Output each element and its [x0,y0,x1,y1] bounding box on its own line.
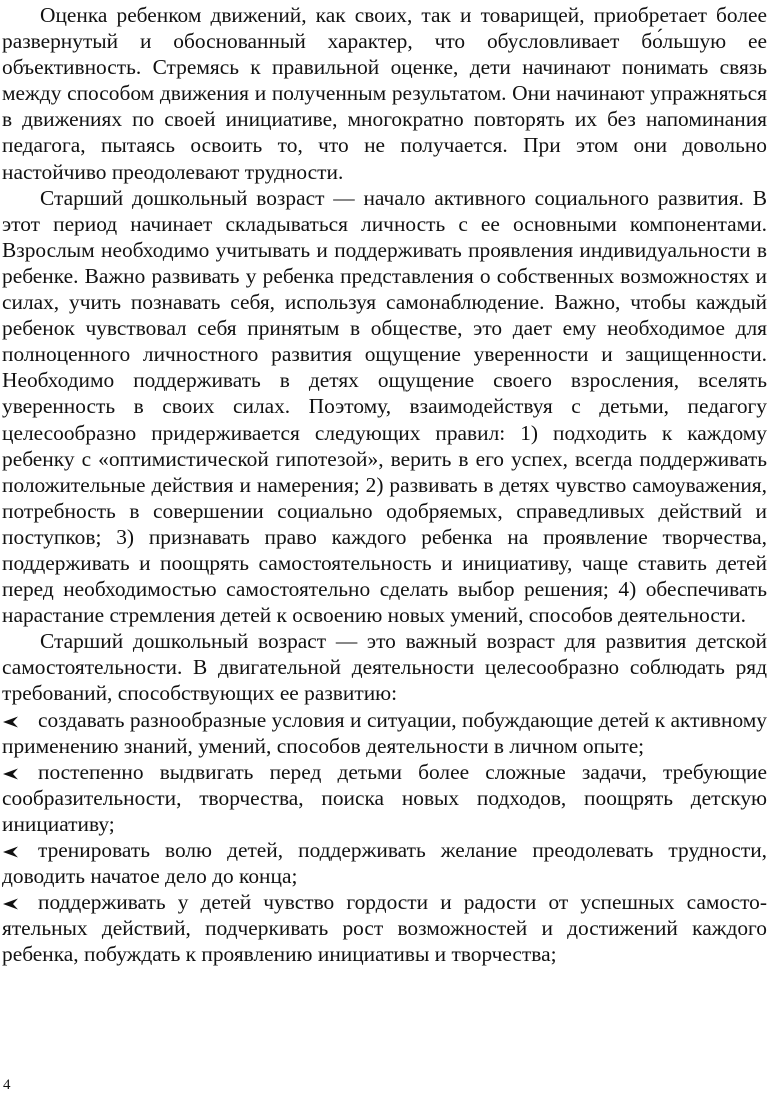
bullet-item-text: поддерживать у детей чувство гордости и радости от успешных самостоятельных действий, подчеркивать рост возможностей и достижений каждого ребенка, побуждать к проявлению инициативы и творчества; [2,890,767,967]
bullet-item-1 [2,707,767,759]
bullet-item-text: тренировать волю детей, поддерживать желание преодолевать трудности, доводить начатое дело до конца; [2,838,767,889]
arrow-left-bullet-icon [2,707,38,733]
paragraph-1: Оценка ребенком движений, как своих, так и товарищей, приобретает более развернутый и обоснованный характер, что обусловливает бо́льшую ее объективность. Стремясь к правильной оценке, дети начинают понимать связь между способом движения и полученным результатом. Они начинают упражняться в движениях по своей инициативе, многократно повторять их без напоминания педагога, пытаясь освоить то, что не получается. При этом они довольно настойчиво преодолевают трудности. [2,3,767,184]
paragraph-3: Старший дошкольный возраст — это важный возраст для развития детской самостоятельности. В двигательной деятельности целесообразно соблюдать ряд требований, способствующих ее развитию: [2,629,767,706]
document-page [2,2,767,967]
bullet-item-4 [2,889,767,967]
bullet-item-2 [2,759,767,837]
arrow-left-bullet-icon [2,889,38,915]
bullet-item-text: постепенно выдвигать перед детьми более сложные задачи, требующие сообразительности, творчества, поиска новых подходов, поощрять детскую инициативу; [2,759,767,836]
page-number: 4 [3,1077,11,1093]
bullet-item-3 [2,837,767,889]
bullet-item-text: создавать разнообразные условия и ситуации, побуждающие детей к активному применению знаний, умений, способов деятельности в личном опыте; [2,707,767,758]
paragraph-2: Старший дошкольный возраст — начало активного социального развития. В этот период начинает складываться личность с ее основными компонентами. Взрослым необходимо учитывать и поддерживать проявления индивидуальности в ребенке. Важно развивать у ребенка представления о собственных возможностях и силах, учить познавать себя, используя самонаблюдение. Важно, чтобы каждый ребенок чувствовал себя принятым в обществе, это дает ему необходимое для полноценного личностного развития ощущение уверенности и защищенности. Необходимо поддерживать в детях ощущение своего взросления, вселять уверенность в своих силах. Поэтому, взаимодействуя с детьми, педагогу целесообразно придерживается следующих правил: 1) подходить к каждому ребенку с «оптимистической гипотезой», верить в его успех, всегда поддерживать положительные действия и намерения; 2) развивать в детях чувство самоуважения, потребность в совершении социально одобряемых, справедливых действий и поступков; 3) признавать право каждого ребенка на проявление творчества, поддерживать и поощрять самостоятельность и инициативу, чаще ставить детей перед необходимостью самостоятельно сделать выбор решения; 4) обеспечивать нарастание стремления детей к освоению новых умений, способов деятельности. [2,185,767,628]
arrow-left-bullet-icon [2,759,38,785]
arrow-left-bullet-icon [2,837,38,863]
